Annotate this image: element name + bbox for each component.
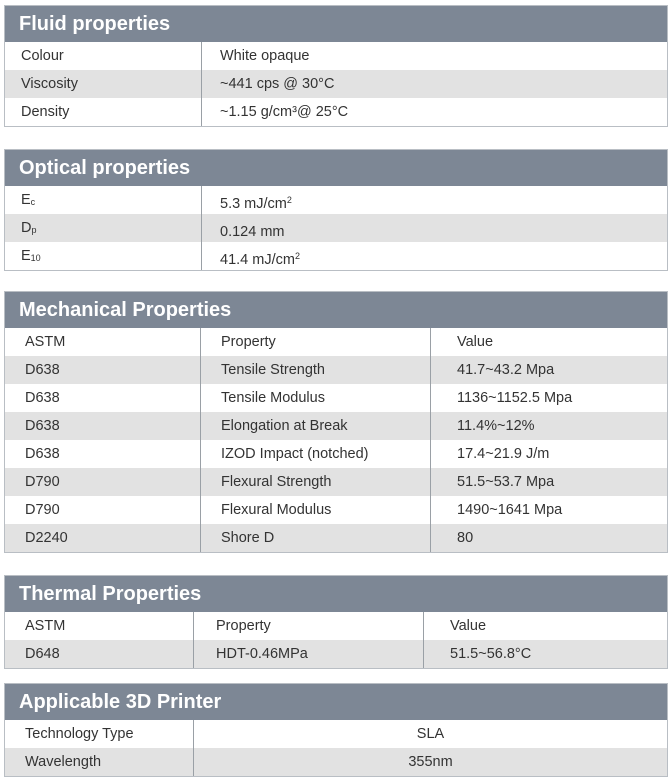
thermal-property-cell: HDT-0.46MPa bbox=[193, 640, 423, 668]
optical-ec-subscript: c bbox=[30, 197, 36, 207]
optical-e10-value-text: 41.4 mJ/cm bbox=[220, 252, 295, 268]
mechanical-property-cell: Flexural Strength bbox=[200, 468, 430, 496]
table-row bbox=[5, 640, 667, 668]
optical-ec-value-text: 5.3 mJ/cm bbox=[220, 196, 287, 212]
optical-ec-value-superscript: 2 bbox=[286, 195, 292, 205]
table-row bbox=[5, 496, 667, 524]
mechanical-properties-title: Mechanical Properties bbox=[5, 292, 667, 328]
mechanical-value-cell: 1490~1641 Mpa bbox=[430, 496, 667, 524]
table-row bbox=[5, 186, 667, 214]
table-header-row bbox=[5, 612, 667, 640]
mechanical-property-cell: Tensile Strength bbox=[200, 356, 430, 384]
optical-dp-value bbox=[201, 214, 667, 242]
optical-dp-value-text: 0.124 mm bbox=[220, 224, 285, 240]
mechanical-value-cell: 51.5~53.7 Mpa bbox=[430, 468, 667, 496]
column-header-astm: ASTM bbox=[25, 334, 66, 350]
column-header-astm: ASTM bbox=[25, 618, 66, 634]
optical-ec-label bbox=[5, 186, 201, 214]
mechanical-properties-section bbox=[4, 291, 668, 553]
mechanical-value-cell: 41.7~43.2 Mpa bbox=[430, 356, 667, 384]
printer-technology-label: Technology Type bbox=[25, 726, 134, 742]
fluid-colour-label: Colour bbox=[21, 48, 64, 64]
applicable-printer-title: Applicable 3D Printer bbox=[5, 684, 667, 720]
printer-wavelength-value: 355nm bbox=[193, 748, 667, 776]
optical-dp-label bbox=[5, 214, 201, 242]
printer-wavelength-label: Wavelength bbox=[25, 754, 102, 770]
fluid-density-label: Density bbox=[21, 104, 70, 120]
mechanical-astm-cell: D638 bbox=[25, 390, 60, 406]
table-row bbox=[5, 440, 667, 468]
mechanical-astm-cell: D790 bbox=[25, 474, 60, 490]
fluid-colour-value: White opaque bbox=[201, 42, 667, 70]
fluid-properties-title: Fluid properties bbox=[5, 6, 667, 42]
table-row bbox=[5, 214, 667, 242]
mechanical-astm-cell: D638 bbox=[25, 418, 60, 434]
thermal-astm-cell: D648 bbox=[25, 646, 60, 662]
mechanical-property-cell: Tensile Modulus bbox=[200, 384, 430, 412]
optical-properties-title: Optical properties bbox=[5, 150, 667, 186]
applicable-printer-section bbox=[4, 683, 668, 777]
mechanical-astm-cell: D638 bbox=[25, 446, 60, 462]
fluid-viscosity-value: ~441 cps @ 30°C bbox=[201, 70, 667, 98]
optical-e10-value-superscript: 2 bbox=[294, 251, 300, 261]
mechanical-astm-cell: D790 bbox=[25, 502, 60, 518]
table-row bbox=[5, 384, 667, 412]
table-row bbox=[5, 412, 667, 440]
thermal-value-cell: 51.5~56.8°C bbox=[423, 640, 667, 668]
optical-ec-value bbox=[201, 186, 667, 214]
optical-ec-letter: E bbox=[21, 192, 31, 208]
table-header-row bbox=[5, 328, 667, 356]
optical-e10-subscript: 10 bbox=[30, 253, 41, 263]
optical-e10-label bbox=[5, 242, 201, 270]
mechanical-property-cell: Flexural Modulus bbox=[200, 496, 430, 524]
column-header-property: Property bbox=[193, 612, 423, 640]
table-row bbox=[5, 720, 667, 748]
mechanical-property-cell: Elongation at Break bbox=[200, 412, 430, 440]
table-row bbox=[5, 98, 667, 126]
optical-dp-letter: D bbox=[21, 220, 32, 236]
mechanical-value-cell: 80 bbox=[430, 524, 667, 552]
table-row bbox=[5, 468, 667, 496]
table-row bbox=[5, 242, 667, 270]
table-row bbox=[5, 748, 667, 776]
mechanical-astm-cell: D638 bbox=[25, 362, 60, 378]
table-row bbox=[5, 42, 667, 70]
fluid-density-value: ~1.15 g/cm³@ 25°C bbox=[201, 98, 667, 126]
mechanical-value-cell: 17.4~21.9 J/m bbox=[430, 440, 667, 468]
mechanical-astm-cell: D2240 bbox=[25, 530, 68, 546]
table-row bbox=[5, 70, 667, 98]
table-row bbox=[5, 356, 667, 384]
fluid-viscosity-label: Viscosity bbox=[21, 76, 78, 92]
mechanical-property-cell: IZOD Impact (notched) bbox=[200, 440, 430, 468]
column-header-property: Property bbox=[200, 328, 430, 356]
mechanical-value-cell: 11.4%~12% bbox=[430, 412, 667, 440]
thermal-properties-section bbox=[4, 575, 668, 669]
printer-technology-value: SLA bbox=[193, 720, 667, 748]
thermal-properties-title: Thermal Properties bbox=[5, 576, 667, 612]
mechanical-value-cell: 1136~1152.5 Mpa bbox=[430, 384, 667, 412]
fluid-properties-section bbox=[4, 5, 668, 127]
optical-e10-value bbox=[201, 242, 667, 270]
column-header-value: Value bbox=[430, 328, 667, 356]
mechanical-property-cell: Shore D bbox=[200, 524, 430, 552]
optical-properties-section bbox=[4, 149, 668, 271]
table-row bbox=[5, 524, 667, 552]
column-header-value: Value bbox=[423, 612, 667, 640]
optical-e10-letter: E bbox=[21, 248, 31, 264]
optical-dp-subscript: p bbox=[31, 225, 37, 235]
